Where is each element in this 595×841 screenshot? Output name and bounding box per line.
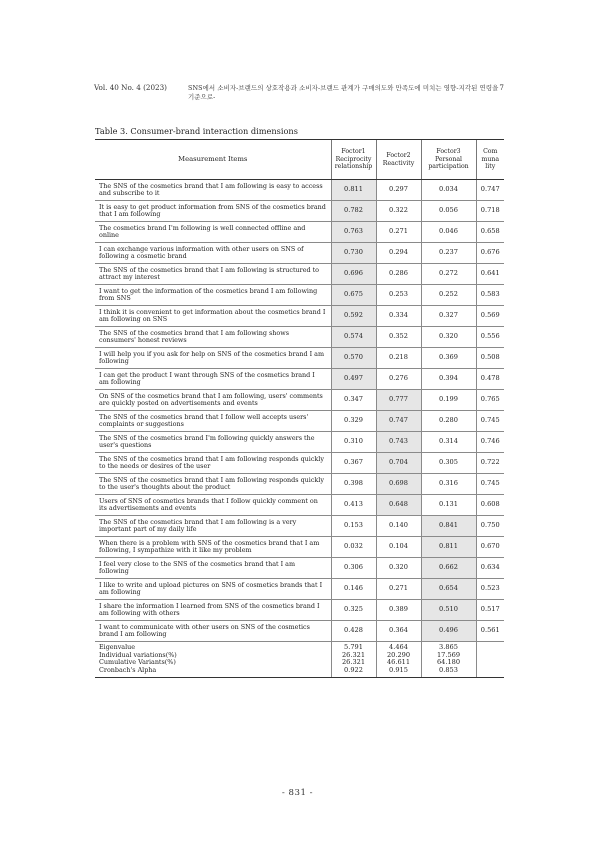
factor2-loading: 0.747 (376, 411, 421, 432)
communality-value: 0.608 (476, 495, 504, 516)
measurement-item: I feel very close to the SNS of the cosmetics brand that I am following (95, 558, 331, 579)
factor1-loading: 0.428 (331, 621, 376, 642)
stats-factor3 (421, 642, 476, 678)
communality-value: 0.765 (476, 390, 504, 411)
stat-label-cronbach-alpha: Cronbach's Alpha (99, 665, 157, 674)
header-factor2 (376, 140, 421, 180)
header-factor1 (331, 140, 376, 180)
header-factor3-line: Personal (434, 155, 463, 163)
factor3-loading: 0.510 (421, 600, 476, 621)
stat-value: 0.915 (389, 665, 408, 674)
table-row (95, 516, 504, 537)
measurement-item: The SNS of the cosmetics brand I'm following quickly answers the user's questions (95, 432, 331, 453)
communality-value: 0.750 (476, 516, 504, 537)
factor1-loading: 0.146 (331, 579, 376, 600)
communality-value: 0.478 (476, 369, 504, 390)
factor2-loading: 0.364 (376, 621, 421, 642)
factor2-loading: 0.704 (376, 453, 421, 474)
running-title: SNS에서 소비자-브랜드의 상호작용과 소비자-브랜드 관계가 구매의도와 만족도에 미치는 영향-지각된 연령을 기준으로- (188, 84, 499, 101)
factor2-loading: 0.276 (376, 369, 421, 390)
measurement-item: I will help you if you ask for help on SNS of the cosmetics brand I am following (95, 348, 331, 369)
measurement-item: The SNS of the cosmetics brand that I am following shows consumers' honest reviews (95, 327, 331, 348)
factor1-loading: 0.329 (331, 411, 376, 432)
measurement-item: I can get the product I want through SNS of the cosmetics brand I am following (95, 369, 331, 390)
measurement-item: I want to get the information of the cosmetics brand I am following from SNS (95, 285, 331, 306)
factor3-loading: 0.199 (421, 390, 476, 411)
stat-value: 64.180 (436, 658, 461, 667)
factor2-loading: 0.294 (376, 243, 421, 264)
stat-value: 3.865 (439, 643, 458, 651)
factor1-loading: 0.497 (331, 369, 376, 390)
measurement-item: The SNS of the cosmetics brand that I am following is a very important part of my daily life (95, 516, 331, 537)
table-row (95, 453, 504, 474)
factor3-loading: 0.131 (421, 495, 476, 516)
factor1-loading: 0.367 (331, 453, 376, 474)
stats-factor1 (331, 642, 376, 678)
factor3-loading: 0.662 (421, 558, 476, 579)
table-row (95, 369, 504, 390)
stat-label-eigenvalue: Eigenvalue (99, 643, 136, 651)
factor3-loading: 0.654 (421, 579, 476, 600)
measurement-item: The SNS of the cosmetics brand that I am following is easy to access and subscribe to it (95, 180, 331, 201)
header-communality-line: lity (485, 163, 496, 171)
communality-value: 0.561 (476, 621, 504, 642)
factor3-loading: 0.237 (421, 243, 476, 264)
measurement-item: I share the information I learned from SNS of the cosmetics brand I am following with others (95, 600, 331, 621)
header-factor3-line: Foctor3 (436, 148, 461, 156)
header-factor1-line: relationship (334, 163, 373, 171)
measurement-item: Users of SNS of cosmetics brands that I follow quickly comment on its advertisements and events (95, 495, 331, 516)
table-row (95, 432, 504, 453)
table-row (95, 411, 504, 432)
factor1-loading: 0.570 (331, 348, 376, 369)
header-factor2-line: Reactivity (382, 159, 415, 167)
factor-table (95, 139, 504, 678)
factor2-loading: 0.253 (376, 285, 421, 306)
measurement-item: The SNS of the cosmetics brand that I am following is structured to attract my interest (95, 264, 331, 285)
table-row (95, 327, 504, 348)
stats-communality (476, 642, 504, 678)
factor2-loading: 0.648 (376, 495, 421, 516)
measurement-item: The SNS of the cosmetics brand that I am following responds quickly to the user's thoughts about the product (95, 474, 331, 495)
stat-label-individual-variation: Individual variations(%) (99, 650, 177, 659)
factor1-loading: 0.032 (331, 537, 376, 558)
communality-value: 0.745 (476, 474, 504, 495)
factor1-loading: 0.696 (331, 264, 376, 285)
communality-value: 0.634 (476, 558, 504, 579)
factor1-loading: 0.730 (331, 243, 376, 264)
factor1-loading: 0.811 (331, 180, 376, 201)
factor1-loading: 0.592 (331, 306, 376, 327)
communality-value: 0.556 (476, 327, 504, 348)
factor2-loading: 0.271 (376, 579, 421, 600)
factor1-loading: 0.398 (331, 474, 376, 495)
table-header-row (95, 140, 504, 180)
factor1-loading: 0.574 (331, 327, 376, 348)
factor3-loading: 0.252 (421, 285, 476, 306)
communality-value: 0.718 (476, 201, 504, 222)
communality-value: 0.670 (476, 537, 504, 558)
factor2-loading: 0.322 (376, 201, 421, 222)
factor3-loading: 0.272 (421, 264, 476, 285)
measurement-item: On SNS of the cosmetics brand that I am following, users' comments are quickly posted on advertisements and events (95, 390, 331, 411)
header-factor2-line: Foctor2 (386, 151, 411, 159)
header-factor1-line: Reciprocity (335, 155, 372, 163)
journal-volume: Vol. 40 No. 4 (2023) (94, 83, 167, 92)
table-row (95, 390, 504, 411)
table-row (95, 537, 504, 558)
factor1-loading: 0.347 (331, 390, 376, 411)
header-communality-line: Com (483, 148, 498, 156)
factor2-loading: 0.286 (376, 264, 421, 285)
table-row (95, 348, 504, 369)
factor1-loading: 0.310 (331, 432, 376, 453)
stat-value: 5.791 (344, 643, 363, 651)
factor3-loading: 0.327 (421, 306, 476, 327)
factor2-loading: 0.334 (376, 306, 421, 327)
factor3-loading: 0.316 (421, 474, 476, 495)
communality-value: 0.569 (476, 306, 504, 327)
factor2-loading: 0.743 (376, 432, 421, 453)
factor3-loading: 0.320 (421, 327, 476, 348)
factor3-loading: 0.811 (421, 537, 476, 558)
header-communality-line: muna (481, 155, 500, 163)
factor3-loading: 0.056 (421, 201, 476, 222)
stat-value: 46.611 (386, 658, 411, 667)
factor2-loading: 0.104 (376, 537, 421, 558)
measurement-item: When there is a problem with SNS of the cosmetics brand that I am following, I sympathize with it like my problem (95, 537, 331, 558)
header-factor3-line: participation (428, 163, 469, 171)
factor3-loading: 0.280 (421, 411, 476, 432)
stats-factor2 (376, 642, 421, 678)
running-header (94, 83, 504, 101)
table-row (95, 264, 504, 285)
measurement-item: I think it is convenient to get information about the cosmetics brand I am following on SNS (95, 306, 331, 327)
measurement-item: I like to write and upload pictures on SNS of cosmetics brands that I am following (95, 579, 331, 600)
factor2-loading: 0.352 (376, 327, 421, 348)
stat-value: 0.922 (344, 665, 363, 674)
communality-value: 0.747 (476, 180, 504, 201)
communality-value: 0.583 (476, 285, 504, 306)
factor1-loading: 0.306 (331, 558, 376, 579)
factor3-loading: 0.314 (421, 432, 476, 453)
table-row (95, 222, 504, 243)
measurement-item: The cosmetics brand I'm following is well connected offline and online (95, 222, 331, 243)
header-factor3 (421, 140, 476, 180)
table-row (95, 180, 504, 201)
factor1-loading: 0.153 (331, 516, 376, 537)
table-row (95, 285, 504, 306)
factor1-loading: 0.763 (331, 222, 376, 243)
factor3-loading: 0.496 (421, 621, 476, 642)
factor2-loading: 0.698 (376, 474, 421, 495)
stat-value: 20.290 (386, 650, 411, 659)
table-row (95, 201, 504, 222)
communality-value: 0.508 (476, 348, 504, 369)
factor3-loading: 0.369 (421, 348, 476, 369)
page-footer: - 831 - (281, 788, 314, 798)
header-factor1-line: Foctor1 (341, 148, 366, 156)
factor1-loading: 0.413 (331, 495, 376, 516)
measurement-item: The SNS of the cosmetics brand that I am following responds quickly to the needs or desires of the user (95, 453, 331, 474)
factor1-loading: 0.782 (331, 201, 376, 222)
factor2-loading: 0.297 (376, 180, 421, 201)
factor3-loading: 0.394 (421, 369, 476, 390)
measurement-item: It is easy to get product information from SNS of the cosmetics brand that I am following (95, 201, 331, 222)
table-row (95, 621, 504, 642)
communality-value: 0.746 (476, 432, 504, 453)
communality-value: 0.722 (476, 453, 504, 474)
stat-value: 17.569 (436, 650, 461, 659)
stats-labels (95, 642, 331, 678)
measurement-item: The SNS of the cosmetics brand that I follow well accepts users' complaints or suggestions (95, 411, 331, 432)
stat-value: 26.321 (341, 650, 366, 659)
header-measurement-items: Measurement Items (95, 140, 331, 180)
table-row (95, 306, 504, 327)
factor2-loading: 0.140 (376, 516, 421, 537)
factor3-loading: 0.305 (421, 453, 476, 474)
communality-value: 0.517 (476, 600, 504, 621)
factor2-loading: 0.389 (376, 600, 421, 621)
stat-value: 0.853 (439, 665, 458, 674)
table-row (95, 600, 504, 621)
header-communality (476, 140, 504, 180)
factor2-loading: 0.320 (376, 558, 421, 579)
table-row (95, 474, 504, 495)
measurement-item: I want to communicate with other users on SNS of the cosmetics brand I am following (95, 621, 331, 642)
stat-label-cumulative-variation: Cumulative Variants(%) (99, 658, 176, 667)
table-row (95, 579, 504, 600)
table-row (95, 243, 504, 264)
table-body (95, 180, 504, 678)
communality-value: 0.523 (476, 579, 504, 600)
factor1-loading: 0.675 (331, 285, 376, 306)
factor2-loading: 0.777 (376, 390, 421, 411)
table-row (95, 495, 504, 516)
table-caption: Table 3. Consumer-brand interaction dimensions (95, 126, 298, 136)
factor2-loading: 0.271 (376, 222, 421, 243)
factor3-loading: 0.841 (421, 516, 476, 537)
stat-value: 4.464 (389, 643, 408, 651)
communality-value: 0.745 (476, 411, 504, 432)
table-row (95, 558, 504, 579)
table-stats-row (95, 642, 504, 678)
communality-value: 0.676 (476, 243, 504, 264)
communality-value: 0.641 (476, 264, 504, 285)
factor3-loading: 0.046 (421, 222, 476, 243)
measurement-item: I can exchange various information with other users on SNS of following a cosmetic brand (95, 243, 331, 264)
stat-value: 26.321 (341, 658, 366, 667)
factor2-loading: 0.218 (376, 348, 421, 369)
factor1-loading: 0.325 (331, 600, 376, 621)
header-page-number: 7 (499, 83, 504, 92)
factor3-loading: 0.034 (421, 180, 476, 201)
communality-value: 0.658 (476, 222, 504, 243)
